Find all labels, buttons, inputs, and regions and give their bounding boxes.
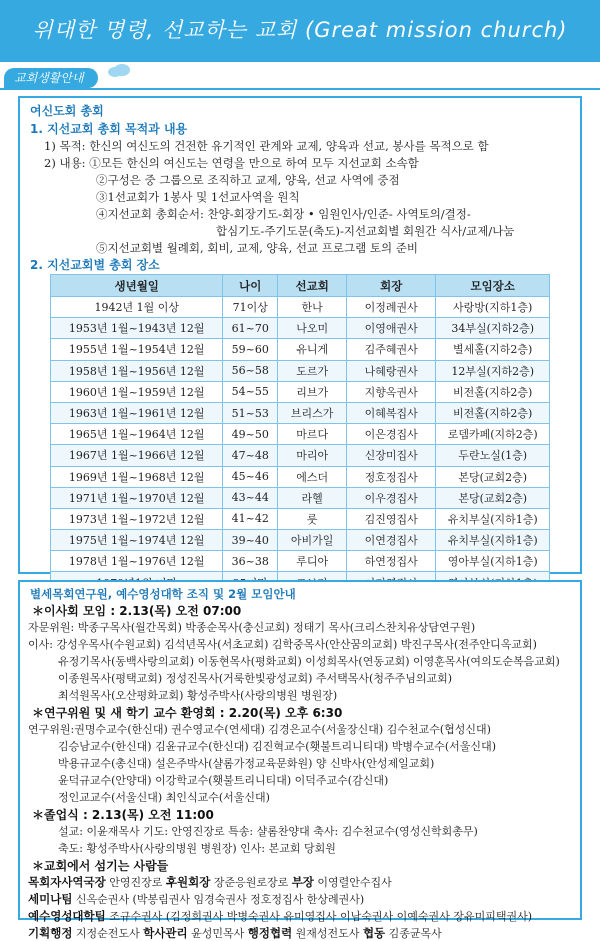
role-name: 지정순전도사	[72, 927, 144, 940]
table-cell: 정호정집사	[347, 466, 436, 487]
text-line: 윤덕규교수(안양대) 이강학교수(횃불트리니티대) 이덕주교수(감신대)	[58, 774, 389, 787]
text-line: 합심기도-주기도문(축도)-지선교회별 회원간 식사/교제/나눔	[216, 224, 515, 238]
table-cell: 유니게	[278, 339, 347, 360]
text-line: 자문위원: 박종구목사(월간목회) 박종순목사(충신교회) 정태기 목사(크리스찬치유상담연구원)	[28, 621, 476, 634]
role-label: 협동	[362, 926, 386, 940]
table-cell: 로뎀카페(지하2층)	[436, 424, 550, 445]
column-header: 나이	[223, 275, 278, 297]
table-row	[51, 381, 550, 402]
role-name: 이영렬안수집사	[313, 876, 392, 889]
table-cell: 룻	[278, 508, 347, 529]
table-cell: 1963년 1월~1961년 12월	[51, 402, 223, 423]
table-cell: 도르가	[278, 360, 347, 381]
table-cell: 하연정집사	[347, 551, 436, 572]
section-title: 별세목회연구원, 예수영성대학 조직 및 2월 모임안내	[30, 587, 296, 601]
table-cell: 61~70	[223, 318, 278, 339]
role-label: 세미나팀	[28, 892, 73, 906]
table-cell: 1973년 1월~1972년 12월	[51, 508, 223, 529]
table-cell: 두란노실(1층)	[436, 445, 550, 466]
table-cell: 1965년 1월~1964년 12월	[51, 424, 223, 445]
role-label: 후원회장	[165, 875, 211, 889]
table-cell: 1960년 1월~1959년 12월	[51, 381, 223, 402]
text-line: ②구성은 중 그룹으로 조직하고 교제, 양육, 선교 사역에 중점	[96, 173, 400, 187]
table-cell: 마리아	[278, 445, 347, 466]
role-name: 안영진장로	[105, 876, 166, 889]
table-cell: 1942년 1월 이상	[51, 297, 223, 318]
role-name: 원재성전도사	[292, 927, 363, 940]
text-line: 2) 내용: ①모든 한신의 여신도는 연령을 만으로 하여 모두 지선교회 소속함	[44, 156, 419, 170]
table-row	[51, 551, 550, 572]
role-label: 기획행정	[28, 926, 73, 940]
table-row	[51, 445, 550, 466]
role-label: 예수영성대학팀	[28, 909, 106, 923]
servants-line	[28, 874, 392, 890]
table-cell: 브리스가	[278, 402, 347, 423]
text-line: 박용규교수(총신대) 설은주박사(샬롬가정교육문화원) 양 신박사(안성제일교회)	[58, 757, 435, 770]
table-cell: 사랑방(지하1층)	[436, 297, 550, 318]
graduation-heading: ＊졸업식 : 2.13(목) 오전 11:00	[32, 808, 214, 822]
text-line: 설교: 이윤재목사 기도: 안영진장로 특송: 샬롬찬양대 축사: 김수천교수(영성신학회총무)	[58, 825, 478, 838]
table-row	[51, 424, 550, 445]
role-name: 신옥순권사 (박봉림권사 임경숙권사 정호정집사 한상례권사)	[72, 893, 365, 906]
table-cell: 김진영집사	[347, 508, 436, 529]
table-cell: 54~55	[223, 381, 278, 402]
table-row	[51, 318, 550, 339]
table-cell: 1969년 1월~1968년 12월	[51, 466, 223, 487]
table-cell: 1967년 1월~1966년 12월	[51, 445, 223, 466]
table-row	[51, 402, 550, 423]
table-cell: 신장미집사	[347, 445, 436, 466]
table-cell: 아비가일	[278, 530, 347, 551]
role-label: 행정협력	[247, 926, 293, 940]
text-line: ⑤지선교회별 월례회, 회비, 교제, 양육, 선교 프로그램 토의 준비	[96, 241, 418, 255]
table-row	[51, 508, 550, 529]
table-cell: 43~44	[223, 487, 278, 508]
table-cell: 34부실(지하2층)	[436, 318, 550, 339]
role-name: 김종균목사	[385, 927, 442, 940]
text-line: 이종원목사(평택교회) 정성진목사(거룩한빛광성교회) 주서택목사(청주주님의교회)	[58, 672, 453, 685]
role-label: 목회자사역국장	[28, 875, 106, 889]
table-cell: 라헬	[278, 487, 347, 508]
table-cell: 나혜랑권사	[347, 360, 436, 381]
text-line: 정인교교수(서울신대) 최인식교수(서울신대)	[58, 791, 270, 804]
table-cell: 41~42	[223, 508, 278, 529]
table-cell: 1955년 1월~1954년 12월	[51, 339, 223, 360]
mission-institute-box	[18, 580, 582, 940]
column-header: 회장	[347, 275, 436, 297]
table-cell: 36~38	[223, 551, 278, 572]
servants-line	[28, 908, 532, 924]
subheading-locations: 2. 지선교회별 총회 장소	[30, 258, 160, 272]
text-line: 연구위원:권명수교수(한신대) 권수영교수(연세대) 김경은교수(서울장신대) 김수천교수(협성신대)	[28, 723, 491, 736]
table-cell: 이혜복집사	[347, 402, 436, 423]
table-cell: 한나	[278, 297, 347, 318]
text-line: 축도: 황성주박사(사랑의병원 병원장) 인사: 본교회 당회원	[58, 842, 336, 855]
role-name: 윤성민목사	[187, 927, 248, 940]
table-cell: 49~50	[223, 424, 278, 445]
text-line: ④지선교회 총회순서: 찬양-회장기도-회장 • 임원인사/인준- 사역토의/결정-	[96, 207, 471, 221]
table-cell: 59~60	[223, 339, 278, 360]
text-line: 김승남교수(한신대) 김윤규교수(한신대) 김진혁교수(횃불트리니티대) 박병수교수(서울신대)	[58, 740, 496, 753]
section-tab: 교회생활안내	[4, 68, 98, 88]
column-header: 생년월일	[51, 275, 223, 297]
role-label: 부장	[291, 875, 314, 889]
womens-assembly-box	[18, 96, 582, 574]
text-line: 1) 목적: 한신의 여신도의 건전한 유기적인 관계와 교제, 양육과 선교, 봉사를 목적으로 함	[44, 139, 489, 153]
table-cell: 영아부실(지하1층)	[436, 551, 550, 572]
section-title: 여신도회 총회	[30, 104, 104, 118]
subheading-purpose: 1. 지선교회 총회 목적과 내용	[30, 122, 188, 136]
page-header	[0, 0, 600, 62]
table-row	[51, 339, 550, 360]
table-cell: 김주혜권사	[347, 339, 436, 360]
board-meeting-heading: ＊이사회 모임 : 2.13(목) 오전 07:00	[32, 604, 242, 618]
table-cell: 비전홀(지하2층)	[436, 381, 550, 402]
table-cell: 이우경집사	[347, 487, 436, 508]
table-cell: 이은경집사	[347, 424, 436, 445]
table-row	[51, 487, 550, 508]
table-cell: 12부실(지하2층)	[436, 360, 550, 381]
table-cell: 이영애권사	[347, 318, 436, 339]
table-cell: 1971년 1월~1970년 12월	[51, 487, 223, 508]
table-cell: 유치부실(지하1층)	[436, 508, 550, 529]
table-cell: 47~48	[223, 445, 278, 466]
table-cell: 1953년 1월~1943년 12월	[51, 318, 223, 339]
column-header: 선교회	[278, 275, 347, 297]
divider	[0, 88, 600, 90]
table-cell: 39~40	[223, 530, 278, 551]
table-cell: 1978년 1월~1976년 12월	[51, 551, 223, 572]
table-header-row	[51, 275, 550, 297]
table-row	[51, 466, 550, 487]
text-line: ③1선교회가 1봉사 및 1선교사역을 원칙	[96, 190, 300, 204]
table-cell: 별세홀(지하2층)	[436, 339, 550, 360]
table-cell: 본당(교회2층)	[436, 466, 550, 487]
table-cell: 비전홀(지하2층)	[436, 402, 550, 423]
role-name: 조규수권사 (김정희권사 박병숙권사 유미영집사 이남숙권사 이예숙권사 장유미피택권사)	[105, 910, 532, 923]
table-cell: 본당(교회2층)	[436, 487, 550, 508]
table-cell: 45~46	[223, 466, 278, 487]
column-header: 모임장소	[436, 275, 550, 297]
text-line: 최석원목사(오산평화교회) 황성주박사(사랑의병원 병원장)	[58, 689, 338, 702]
table-cell: 71이상	[223, 297, 278, 318]
table-cell: 56~58	[223, 360, 278, 381]
table-cell: 51~53	[223, 402, 278, 423]
table-cell: 이연경집사	[347, 530, 436, 551]
table-cell: 1958년 1월~1956년 12월	[51, 360, 223, 381]
table-cell: 1975년 1월~1974년 12월	[51, 530, 223, 551]
table-cell: 루디아	[278, 551, 347, 572]
servants-line	[28, 891, 364, 907]
table-cell: 에스더	[278, 466, 347, 487]
table-row	[51, 530, 550, 551]
text-line: 유정기목사(동백사랑의교회) 이동현목사(평화교회) 이성희목사(연동교회) 이영훈목사(여의도순복음교회)	[58, 655, 560, 668]
groups-table	[50, 274, 550, 594]
servants-line	[28, 925, 442, 941]
table-cell: 리브가	[278, 381, 347, 402]
table-cell: 나오미	[278, 318, 347, 339]
table-cell: 이정례권사	[347, 297, 436, 318]
table-cell: 마르다	[278, 424, 347, 445]
servants-heading: ＊교회에서 섬기는 사람들	[32, 859, 169, 873]
table-row	[51, 297, 550, 318]
research-heading: ＊연구위원 및 새 학기 교수 환영회 : 2.20(목) 오후 6:30	[32, 706, 343, 720]
header-title: 위대한 명령, 선교하는 교회 (Great mission church)	[32, 18, 568, 42]
cloud-icon	[106, 62, 132, 78]
role-label: 학사관리	[143, 926, 188, 940]
table-cell: 유치부실(지하1층)	[436, 530, 550, 551]
table-row	[51, 360, 550, 381]
role-name: 장준응원로장로	[210, 876, 292, 889]
text-line: 이사: 강성우목사(수원교회) 김석년목사(서초교회) 김학중목사(안산꿈의교회) 박진구목사(전주안디옥교회)	[28, 638, 537, 651]
table-cell: 지향옥권사	[347, 381, 436, 402]
